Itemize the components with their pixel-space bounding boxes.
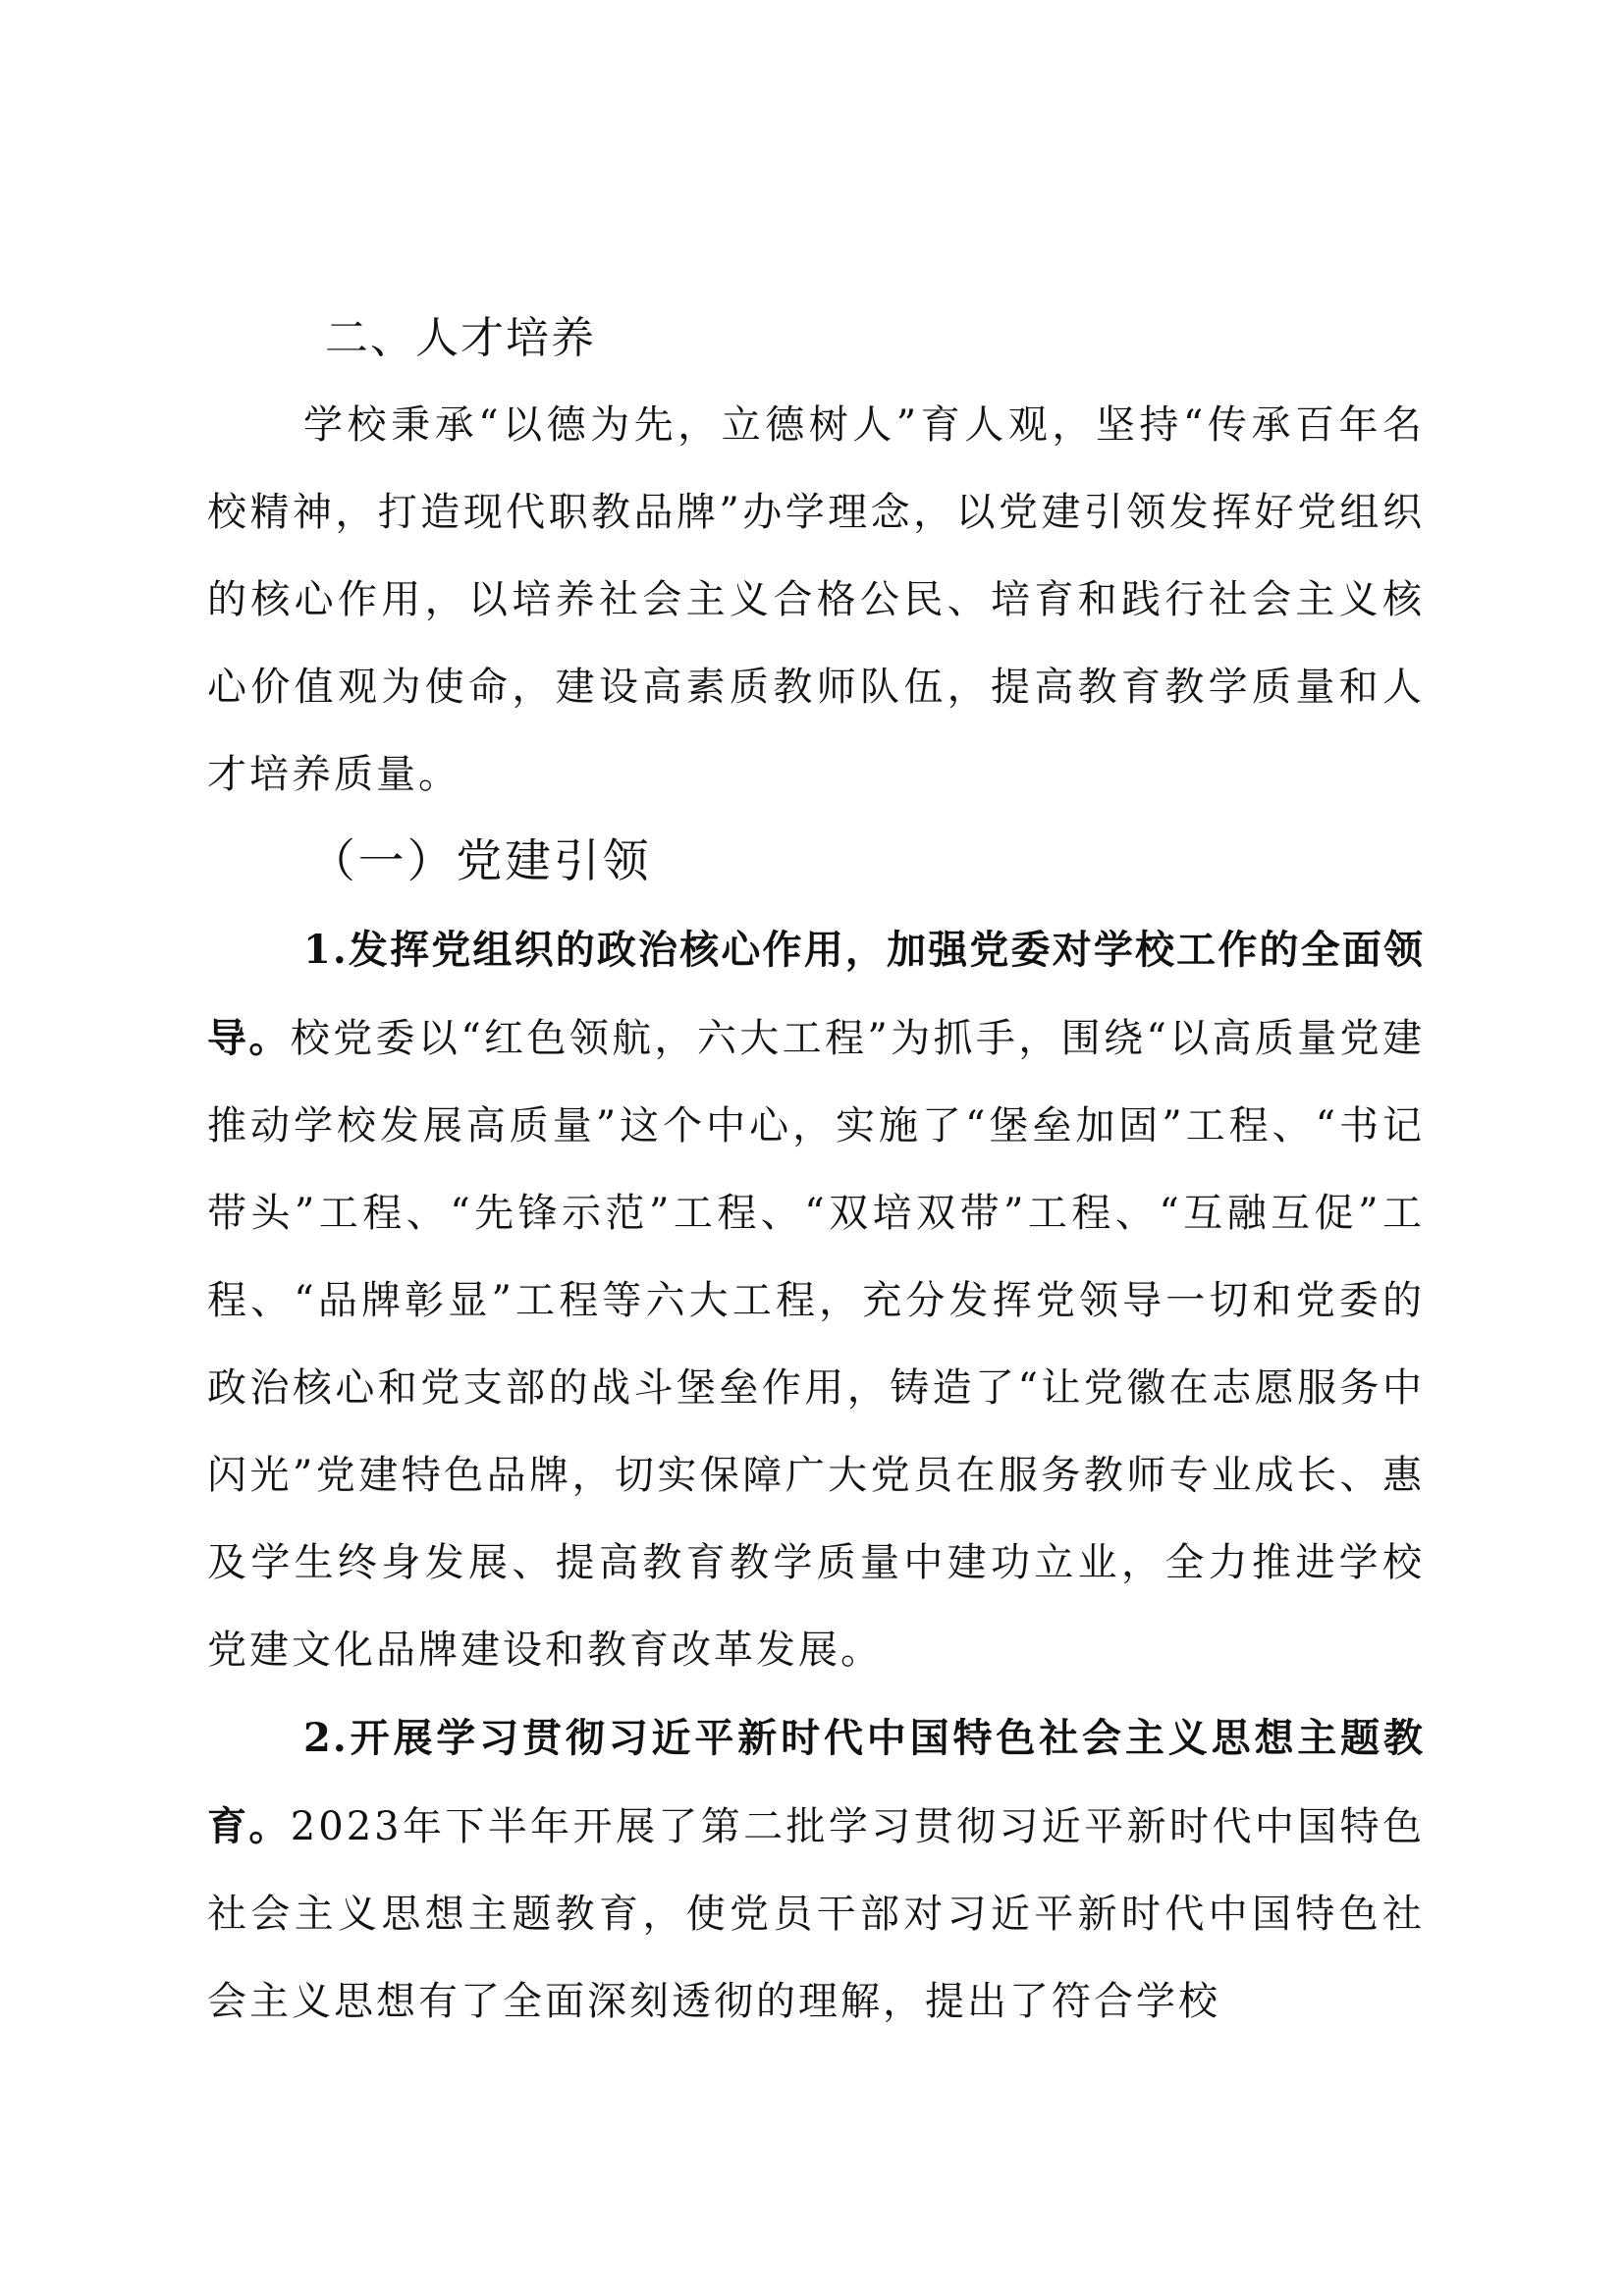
item-lead-2: 2.开展学习贯彻习近平新时代中国特色社会主义思想主题教育。 [207, 1715, 1425, 1849]
document-body [207, 294, 1425, 2046]
intro-paragraph: 学校秉承“以德为先，立德树人”育人观，坚持“传承百年名校精神，打造现代职教品牌”办学理念，以党建引领发挥好党组织的核心作用，以培养社会主义合格公民、培育和践行社会主义核心价值观为使命，建设高素质教师队伍，提高教育教学质量和人才培养质量。 [207, 402, 1425, 797]
item-body-2: 2023年下半年开展了第二批学习贯彻习近平新时代中国特色社会主义思想主题教育，使党员干部对习近平新时代中国特色社会主义思想有了全面深刻透彻的理解，提出了符合学校 [207, 1804, 1426, 2024]
item-body-1: 校党委以“红色领航，六大工程”为抓手，围绕“以高质量党建推动学校发展高质量”这个中心，实施了“堡垒加固”工程、“书记带头”工程、“先锋示范”工程、“双培双带”工程、“互融互促”工程、“品牌彰显”工程等六大工程，充分发挥党领导一切和党委的政治核心和党支部的战斗堡垒作用，铸造了“让党徽在志愿服务中闪光”党建特色品牌，切实保障广大党员在服务教师专业成长、惠及学生终身发展、提高教育教学质量中建功立业，全力推进学校党建文化品牌建设和教育改革发展。 [207, 1016, 1425, 1673]
item-paragraph-1 [207, 906, 1425, 1694]
item-lead-1: 1.发挥党组织的政治核心作用，加强党委对学校工作的全面领导。 [207, 927, 1425, 1061]
subsection-heading: （一）党建引领 [309, 835, 652, 888]
section-heading: 二、人才培养 [325, 313, 596, 363]
item-paragraph-2 [207, 1694, 1425, 2046]
